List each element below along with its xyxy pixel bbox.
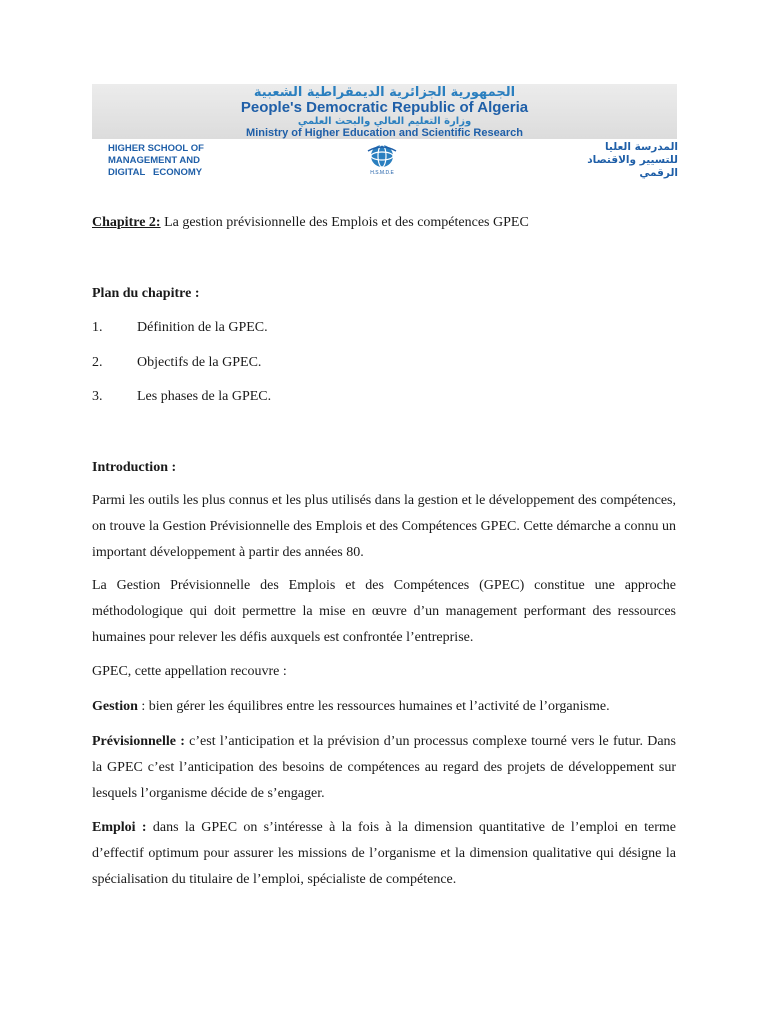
- definition-text: : bien gérer les équilibres entre les ressources humaines et l’activité de l’organisme.: [137, 699, 610, 714]
- ministry-title: Ministry of Higher Education and Scientific Research: [246, 127, 523, 139]
- intro-paragraph: GPEC, cette appellation recouvre :: [92, 664, 287, 679]
- plan-item-text: Les phases de la GPEC.: [137, 389, 272, 404]
- plan-item: [92, 350, 676, 376]
- globe-logo-icon: [362, 141, 402, 177]
- term-previsionnelle: Prévisionnelle :: [92, 734, 185, 749]
- country-title: People's Democratic Republic of Algeria: [240, 99, 529, 116]
- school-name-line: MANAGEMENT AND: [108, 155, 201, 166]
- school-name-line: HIGHER SCHOOL OF: [108, 143, 204, 154]
- school-name-line: DIGITAL ECONOMY: [108, 167, 203, 178]
- school-arabic-line: الرقمي: [639, 167, 678, 179]
- plan-heading: Plan du chapitre :: [92, 286, 200, 301]
- definition-text: dans la GPEC on s’intéresse à la fois à la dimension quantitative de l’emploi en terme d’effectif optimum pour assurer les missions de l’organisme et la dimension qualitative qui désigne la spécialisation du titulaire de l’emploi, spécialiste de compétence.: [92, 820, 676, 887]
- school-logo: [362, 141, 402, 177]
- arabic-country-title: الجمهورية الجزائرية الديمقراطية الشعبية: [253, 85, 516, 100]
- term-gestion: Gestion: [92, 699, 138, 714]
- header-banner: [92, 84, 677, 139]
- school-arabic-line: المدرسة العليا: [604, 141, 678, 153]
- arabic-ministry-title: وزارة التعليم العالي والبحث العلمي: [297, 116, 472, 127]
- introduction-heading: Introduction :: [92, 460, 177, 475]
- intro-paragraph: La Gestion Prévisionnelle des Emplois et des Compétences (GPEC) constitue une approche méthodologique qui doit permettre la mise en œuvre d’un management performant des ressources humaines pour relever les défis auxquels est confrontée l’entreprise.: [92, 578, 676, 645]
- plan-item: [92, 315, 676, 341]
- definition-gestion: [92, 694, 676, 720]
- plan-item-text: Objectifs de la GPEC.: [137, 355, 262, 370]
- plan-item-number: 2.: [92, 355, 103, 370]
- school-name-arabic: [548, 141, 678, 180]
- term-emploi: Emploi :: [92, 820, 147, 835]
- school-name: [108, 143, 204, 179]
- chapter-title: [92, 210, 676, 236]
- intro-paragraph: Parmi les outils les plus connus et les plus utilisés dans la gestion et le développement des compétences, on trouve la Gestion Prévisionnelle des Emplois et des Compétences GPEC. Cette démarche a connu un important développement à partir des années 80.: [92, 493, 676, 560]
- definition-emploi: [92, 815, 676, 893]
- plan-item-text: Définition de la GPEC.: [137, 320, 268, 335]
- plan-item-number: 3.: [92, 389, 103, 404]
- definition-previsionnelle: [92, 729, 676, 807]
- logo-caption: H.S.M.D.E: [370, 170, 394, 176]
- plan-item: [92, 384, 676, 410]
- definition-text: c’est l’anticipation et la prévision d’un processus complexe tourné vers le futur. Dans la GPEC c’est l’anticipation des besoins de compétences au regard des projets de développement sur lesquels l’organisme décide de s’engager.: [92, 734, 676, 801]
- plan-item-number: 1.: [92, 320, 103, 335]
- school-arabic-line: للتسيير والاقتصاد: [587, 154, 678, 166]
- chapter-label: Chapitre 2:: [92, 215, 161, 230]
- chapter-title-text: La gestion prévisionnelle des Emplois et des compétences GPEC: [160, 215, 529, 230]
